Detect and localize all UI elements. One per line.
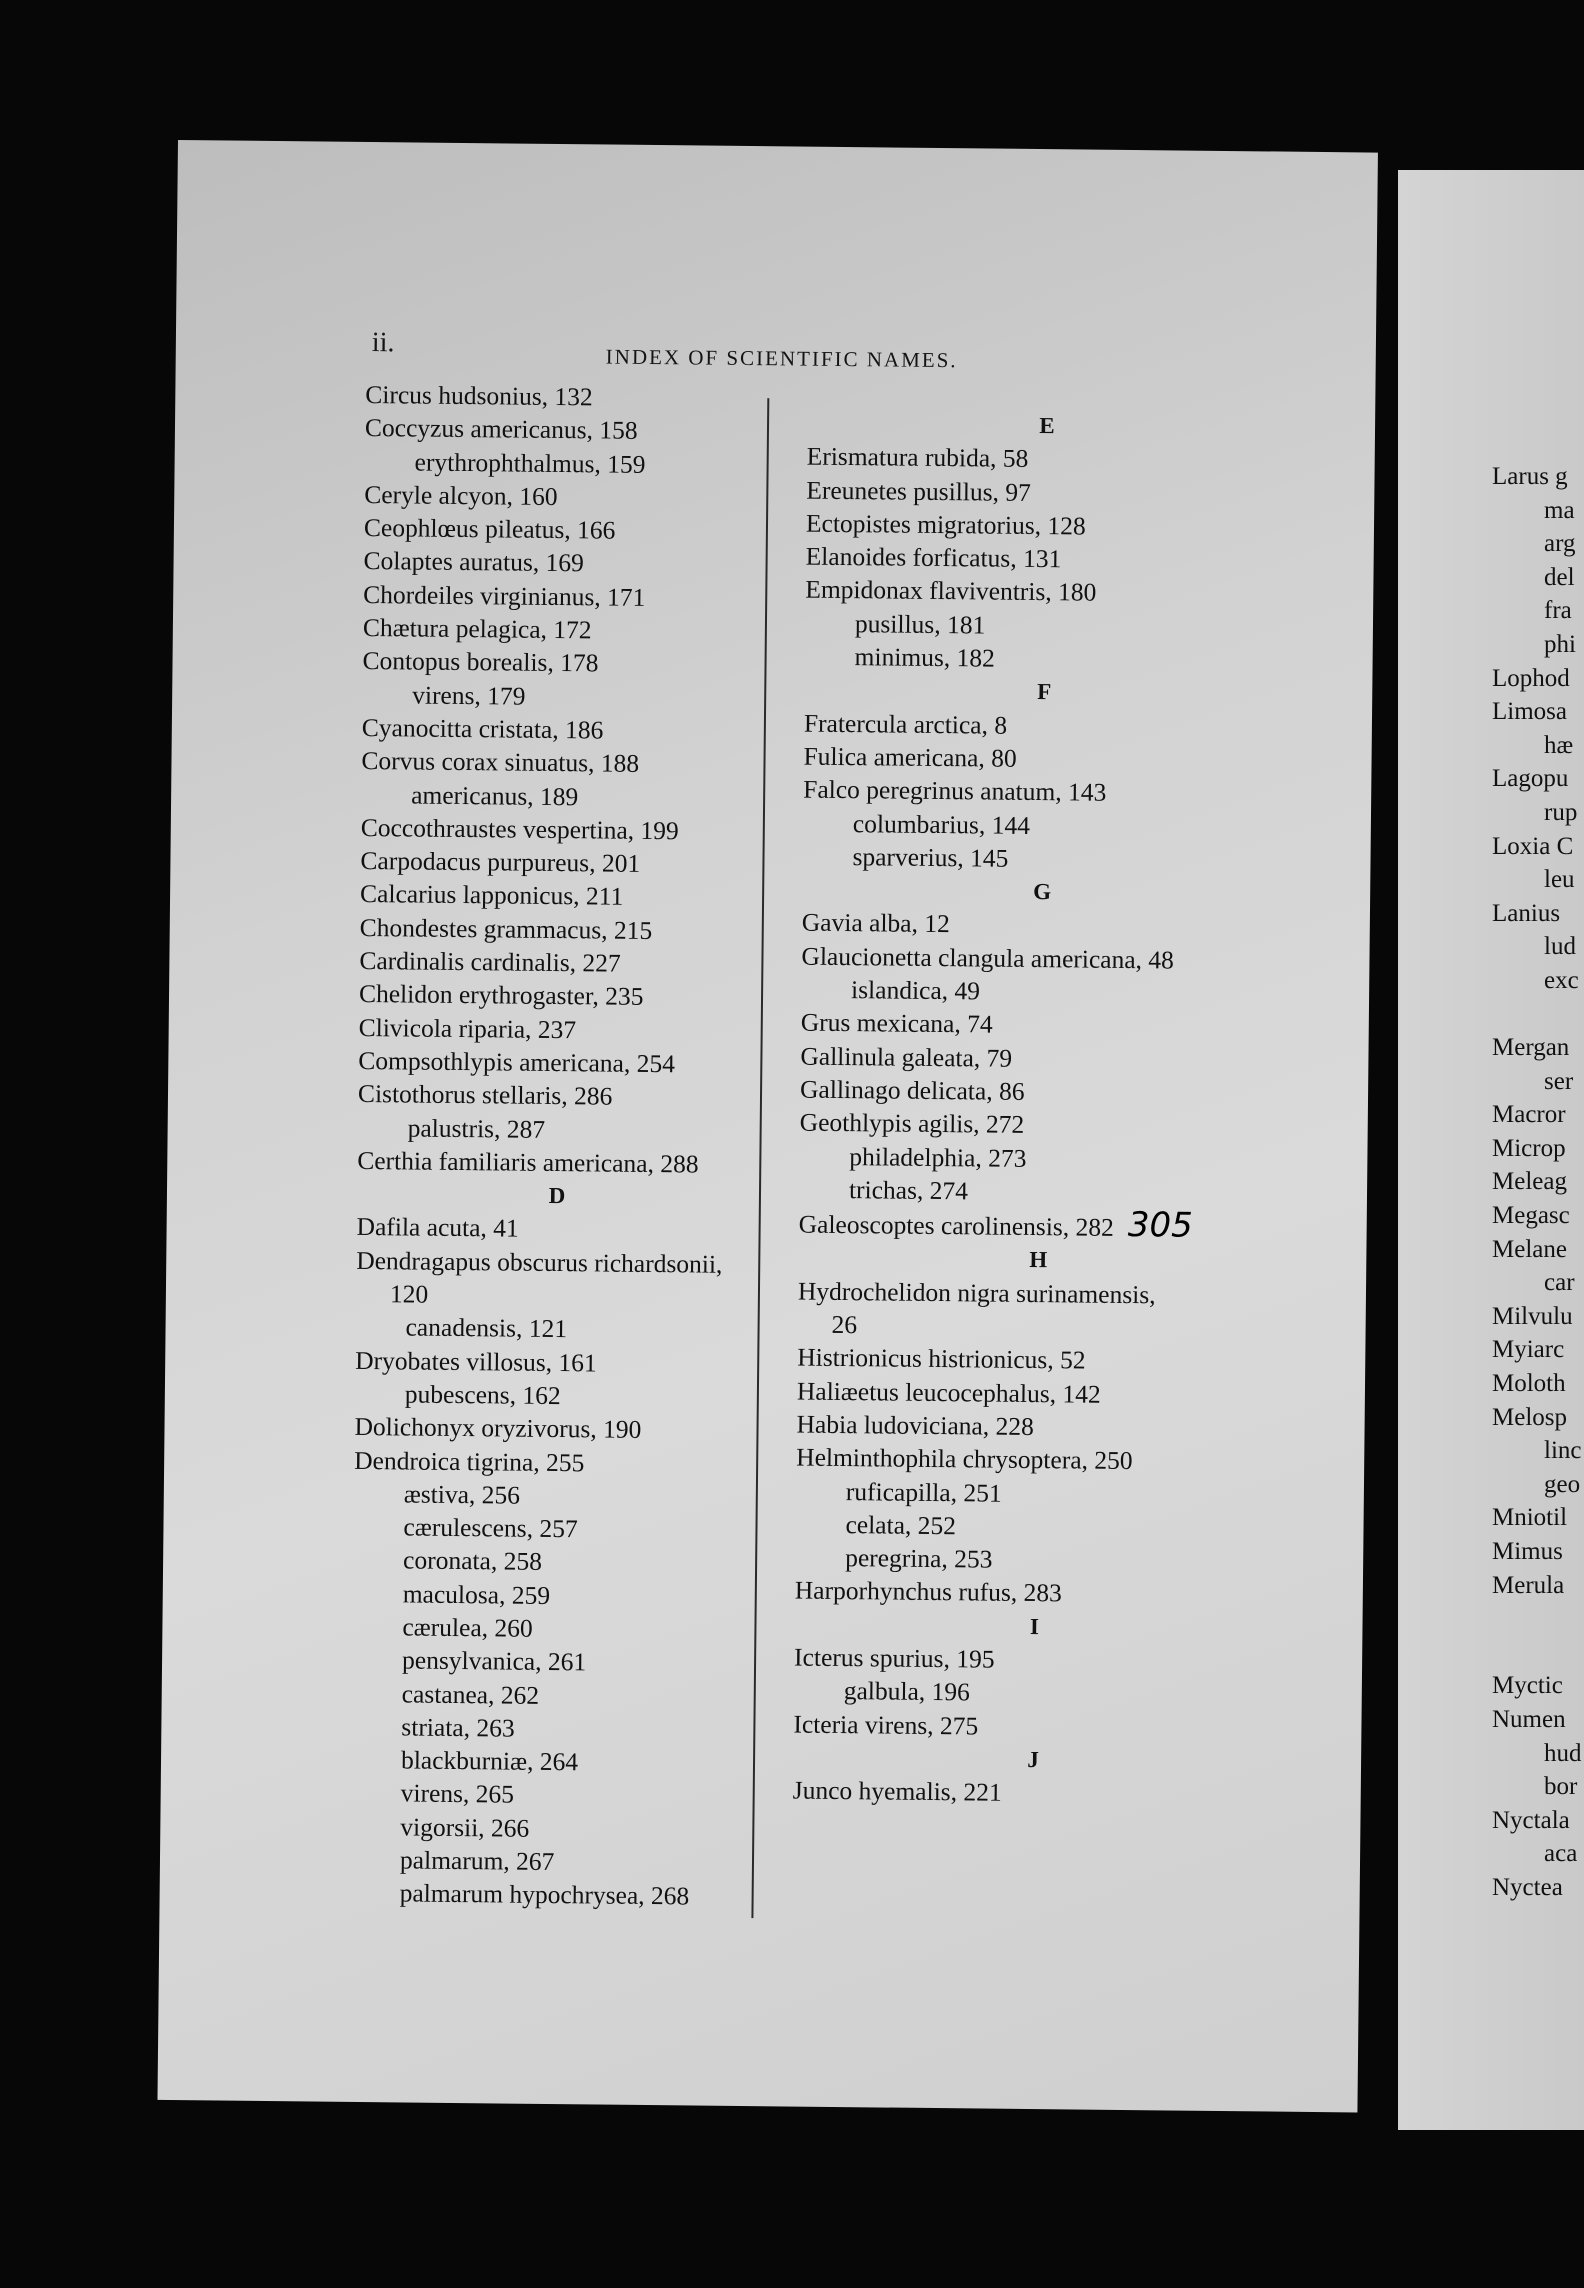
entry-text: Fulica americana, 80 — [803, 741, 1017, 773]
index-entry — [351, 1743, 751, 1780]
section-letter — [804, 673, 1284, 711]
entry-text: blackburniæ, 264 — [400, 1745, 579, 1777]
entry-text: philadelphia, 273 — [849, 1141, 1027, 1173]
index-entry — [358, 1077, 758, 1114]
entry-text: maculosa, 259 — [402, 1579, 551, 1610]
index-page — [157, 140, 1377, 2112]
entry-text: sparverius, 145 — [852, 841, 1009, 873]
handwritten-note: 305 — [1127, 1205, 1193, 1246]
adjacent-fragment: Lagopu — [1492, 765, 1569, 793]
adjacent-fragment: Myiarc — [1492, 1336, 1565, 1364]
index-entry — [804, 640, 1284, 678]
adjacent-fragment: ma — [1544, 496, 1575, 524]
index-entry — [799, 1206, 1279, 1246]
adjacent-fragment: aca — [1544, 1840, 1578, 1868]
entry-text: Coccothraustes vespertina, 199 — [360, 812, 679, 846]
entry-text: Ceryle alcyon, 160 — [364, 479, 558, 511]
index-entry — [800, 1039, 1280, 1077]
entry-text: Corvus corax sinuatus, 188 — [361, 746, 640, 779]
entry-text: Haliæetus leucocephalus, 142 — [796, 1376, 1101, 1409]
adjacent-fragment: Nyctala — [1492, 1806, 1570, 1834]
index-entry — [360, 844, 760, 881]
entry-text: Harporhynchus rufus, 283 — [794, 1575, 1062, 1608]
index-entry — [796, 1407, 1276, 1445]
entry-text: cærulescens, 257 — [403, 1512, 578, 1544]
entry-text: castanea, 262 — [401, 1679, 540, 1710]
section-letter — [357, 1177, 757, 1214]
adjacent-fragment: leu — [1544, 866, 1575, 894]
index-entry — [364, 478, 764, 515]
adjacent-fragment: Myctic — [1492, 1672, 1563, 1700]
index-entry — [363, 578, 763, 615]
index-entry — [357, 1110, 757, 1147]
entry-text: Dolichonyx oryzivorus, 190 — [354, 1412, 642, 1445]
index-entry — [799, 1172, 1279, 1210]
adjacent-fragment: Larus g — [1492, 463, 1568, 490]
index-entry — [799, 1139, 1279, 1177]
index-entry — [352, 1676, 752, 1713]
entry-text: palmarum, 267 — [399, 1845, 555, 1877]
entry-text: Hydrochelidon nigra surinamensis, — [797, 1276, 1156, 1310]
adjacent-fragment: Merula — [1492, 1571, 1565, 1599]
index-entry — [361, 744, 761, 781]
adjacent-fragment: Melane — [1492, 1235, 1567, 1263]
adjacent-fragment: Milvulu — [1492, 1302, 1573, 1330]
index-entry — [794, 1674, 1274, 1712]
index-entry — [363, 544, 763, 581]
entry-text: Colaptes auratus, 169 — [363, 546, 584, 578]
adjacent-fragment: Melosp — [1492, 1403, 1567, 1431]
index-entry — [801, 1006, 1281, 1044]
entry-text: Compsothlypis americana, 254 — [358, 1045, 676, 1079]
adjacent-fragment: Meleag — [1492, 1168, 1567, 1196]
entry-text: Circus hudsonius, 132 — [365, 379, 593, 412]
index-entry — [355, 1344, 755, 1381]
index-entry — [805, 573, 1285, 611]
adjacent-fragment — [1492, 998, 1582, 1032]
entry-text: vigorsii, 266 — [400, 1812, 530, 1843]
index-entry — [365, 378, 765, 415]
index-entry — [360, 877, 760, 914]
adjacent-fragment: phi — [1544, 630, 1576, 658]
entry-text: Fratercula arctica, 8 — [803, 708, 1008, 740]
index-entry — [797, 1308, 1277, 1346]
index-entry — [354, 1477, 754, 1514]
index-entry — [350, 1810, 750, 1847]
entry-text: islandica, 49 — [850, 975, 981, 1006]
index-entry — [798, 1274, 1278, 1312]
index-entry — [350, 1843, 750, 1880]
entry-text: Junco hyemalis, 221 — [792, 1775, 1002, 1807]
entry-text: Clivicola riparia, 237 — [358, 1012, 577, 1044]
adjacent-fragment: Lophod — [1492, 664, 1570, 692]
entry-text: J — [1027, 1746, 1039, 1772]
right-index-column — [793, 407, 1288, 1812]
index-entry — [793, 1707, 1273, 1745]
entry-text: Calcarius lapponicus, 211 — [359, 879, 624, 912]
index-entry — [795, 1541, 1275, 1579]
index-entry — [361, 811, 761, 848]
entry-text: Empidonax flaviventris, 180 — [805, 575, 1097, 608]
entry-text: peregrina, 253 — [845, 1543, 993, 1574]
page-number: ii. — [371, 327, 395, 359]
adjacent-fragment: Microp — [1492, 1134, 1566, 1162]
index-entry — [361, 778, 761, 815]
page-header: INDEX OF SCIENTIFIC NAMES. — [605, 344, 958, 373]
entry-text: trichas, 274 — [848, 1174, 969, 1206]
adjacent-fragment: hud — [1544, 1739, 1582, 1767]
section-letter — [802, 873, 1282, 911]
entry-text: Icteria virens, 275 — [793, 1709, 979, 1741]
index-entry — [360, 911, 760, 948]
entry-text: minimus, 182 — [854, 642, 996, 673]
entry-text: Cyanocitta cristata, 186 — [361, 712, 604, 745]
index-entry — [802, 906, 1282, 944]
entry-text: pusillus, 181 — [854, 608, 986, 640]
index-entry — [365, 411, 765, 448]
index-entry — [351, 1776, 751, 1813]
entry-text: Ereunetes pusillus, 97 — [806, 475, 1032, 507]
index-entry — [353, 1510, 753, 1547]
index-entry — [353, 1543, 753, 1580]
entry-text: coronata, 258 — [402, 1545, 543, 1577]
entry-text: Gallinago delicata, 86 — [799, 1074, 1025, 1106]
entry-text: F — [1037, 679, 1052, 705]
entry-text: galbula, 196 — [843, 1676, 971, 1707]
entry-text: Erismatura rubida, 58 — [806, 441, 1029, 474]
entry-text: cærulea, 260 — [402, 1612, 533, 1643]
entry-text: Glaucionetta clangula americana, 48 — [801, 941, 1175, 975]
adjacent-fragment: rup — [1544, 798, 1578, 826]
entry-text: Gavia alba, 12 — [801, 908, 950, 939]
entry-text: Dryobates villosus, 161 — [355, 1345, 597, 1378]
adjacent-page-text — [1492, 460, 1582, 1905]
adjacent-fragment: lud — [1544, 933, 1576, 961]
entry-text: Contopus borealis, 178 — [362, 646, 599, 678]
adjacent-fragment: Limosa — [1492, 698, 1567, 726]
adjacent-fragment: Mniotil — [1492, 1504, 1568, 1532]
index-entry — [362, 678, 762, 715]
index-entry — [355, 1377, 755, 1414]
index-entry — [802, 839, 1282, 877]
adjacent-page — [1398, 170, 1584, 2130]
adjacent-fragment: ser — [1544, 1067, 1574, 1095]
adjacent-fragment — [1492, 1636, 1582, 1670]
index-entry — [356, 1210, 756, 1247]
index-entry — [364, 511, 764, 548]
entry-text: Gallinula galeata, 79 — [800, 1041, 1013, 1073]
entry-text: Certhia familiaris americana, 288 — [357, 1145, 699, 1179]
index-entry — [359, 977, 759, 1014]
index-entry — [801, 939, 1281, 977]
entry-text: ruficapilla, 251 — [845, 1476, 1002, 1508]
entry-text: Icterus spurius, 195 — [793, 1642, 995, 1674]
index-entry — [354, 1443, 754, 1480]
index-entry — [807, 440, 1287, 478]
adjacent-fragment: hæ — [1544, 731, 1574, 759]
entry-text: Dafila acuta, 41 — [356, 1212, 519, 1244]
index-entry — [793, 1774, 1273, 1812]
adjacent-fragment — [1492, 1602, 1582, 1636]
index-entry — [352, 1610, 752, 1647]
index-entry — [797, 1374, 1277, 1412]
adjacent-fragment: Loxia C — [1492, 832, 1574, 860]
entry-text: Galeoscoptes carolinensis, 282 — [798, 1209, 1114, 1242]
index-entry — [795, 1507, 1275, 1545]
index-entry — [363, 611, 763, 648]
index-entry — [362, 644, 762, 681]
adjacent-fragment: Megasc — [1492, 1202, 1570, 1230]
index-entry — [353, 1577, 753, 1614]
entry-text: americanus, 189 — [411, 780, 579, 811]
index-entry — [364, 445, 764, 482]
index-entry — [803, 740, 1283, 778]
entry-text: Coccyzus americanus, 158 — [364, 413, 638, 446]
index-entry — [355, 1310, 755, 1347]
entry-text: 26 — [831, 1309, 858, 1340]
entry-text: Chordeiles virginianus, 171 — [363, 579, 646, 612]
index-entry — [356, 1277, 756, 1314]
index-entry — [796, 1474, 1276, 1512]
entry-text: striata, 263 — [401, 1712, 515, 1743]
adjacent-fragment: del — [1544, 563, 1575, 591]
adjacent-fragment: fra — [1544, 597, 1572, 625]
entry-text: Chelidon erythrogaster, 235 — [358, 979, 644, 1012]
entry-text: palustris, 287 — [407, 1112, 546, 1144]
index-entry — [354, 1410, 754, 1447]
adjacent-fragment: Mimus — [1492, 1538, 1563, 1565]
entry-text: Cistothorus stellaris, 286 — [357, 1079, 613, 1111]
adjacent-fragment: arg — [1544, 530, 1576, 558]
index-entry — [795, 1574, 1275, 1612]
index-entry — [803, 773, 1283, 811]
index-entry — [796, 1441, 1276, 1479]
entry-text: Helminthophila chrysoptera, 250 — [796, 1442, 1133, 1476]
entry-text: Carpodacus purpureus, 201 — [360, 846, 641, 879]
entry-text: pubescens, 162 — [404, 1379, 561, 1410]
index-entry — [358, 1044, 758, 1081]
entry-text: Dendroica tigrina, 255 — [354, 1445, 585, 1477]
index-entry — [800, 1073, 1280, 1111]
entry-text: Ceophlœus pileatus, 166 — [363, 513, 616, 545]
index-entry — [359, 944, 759, 981]
index-entry — [362, 711, 762, 748]
index-entry — [803, 806, 1283, 844]
entry-text: celata, 252 — [845, 1509, 957, 1541]
adjacent-fragment: linc — [1544, 1437, 1582, 1465]
section-letter — [798, 1241, 1278, 1279]
index-entry — [352, 1643, 752, 1680]
entry-text: Cardinalis cardinalis, 227 — [359, 945, 621, 978]
entry-text: D — [548, 1183, 566, 1209]
entry-text: G — [1033, 879, 1052, 905]
adjacent-fragment: Lanius — [1492, 899, 1561, 927]
index-entry — [806, 473, 1286, 511]
adjacent-fragment: geo — [1544, 1470, 1581, 1498]
index-entry — [794, 1641, 1274, 1679]
index-entry — [357, 1144, 757, 1181]
entry-text: Histrionicus histrionicus, 52 — [797, 1342, 1086, 1375]
index-entry — [800, 1106, 1280, 1144]
index-entry — [805, 540, 1285, 578]
entry-text: Chætura pelagica, 172 — [362, 613, 592, 645]
adjacent-fragment: exc — [1544, 966, 1579, 994]
entry-text: Falco peregrinus anatum, 143 — [803, 774, 1107, 808]
entry-text: pensylvanica, 261 — [401, 1645, 587, 1677]
section-letter — [807, 407, 1287, 445]
index-entry — [804, 706, 1284, 744]
index-entry — [805, 606, 1285, 644]
entry-text: Habia ludoviciana, 228 — [796, 1409, 1034, 1441]
adjacent-fragment: bor — [1544, 1773, 1578, 1801]
left-index-column — [349, 378, 765, 1914]
entry-text: æstiva, 256 — [403, 1479, 521, 1510]
index-entry — [349, 1876, 749, 1913]
entry-text: virens, 179 — [412, 680, 526, 711]
section-letter — [793, 1740, 1273, 1778]
section-letter — [794, 1607, 1274, 1645]
entry-text: columbarius, 144 — [852, 808, 1031, 840]
entry-text: H — [1029, 1247, 1048, 1273]
entry-text: Grus mexicana, 74 — [800, 1007, 993, 1039]
entry-text: I — [1029, 1613, 1040, 1639]
index-entry — [356, 1244, 756, 1281]
adjacent-fragment: Nyctea — [1492, 1873, 1563, 1901]
entry-text: Geothlypis agilis, 272 — [799, 1107, 1025, 1140]
entry-text: virens, 265 — [400, 1778, 515, 1810]
adjacent-fragment: car — [1544, 1269, 1575, 1297]
adjacent-fragment: Numen — [1492, 1705, 1566, 1733]
entry-text: erythrophthalmus, 159 — [414, 447, 646, 479]
adjacent-fragment: Mergan — [1492, 1034, 1570, 1062]
entry-text: canadensis, 121 — [405, 1312, 568, 1344]
entry-text: 120 — [389, 1279, 429, 1309]
index-entry — [797, 1341, 1277, 1379]
entry-text: palmarum hypochrysea, 268 — [399, 1878, 690, 1911]
entry-text: Dendragapus obscurus richardsonii, — [356, 1245, 723, 1279]
index-entry — [801, 973, 1281, 1011]
adjacent-fragment: Moloth — [1492, 1370, 1566, 1398]
adjacent-fragment: Macror — [1492, 1101, 1566, 1129]
entry-text: E — [1039, 413, 1055, 439]
index-entry — [351, 1710, 751, 1747]
entry-text: Ectopistes migratorius, 128 — [805, 508, 1086, 541]
entry-text: Chondestes grammacus, 215 — [359, 912, 653, 945]
index-entry — [359, 1011, 759, 1048]
entry-text: Elanoides forficatus, 131 — [805, 541, 1062, 574]
index-entry — [806, 506, 1286, 544]
